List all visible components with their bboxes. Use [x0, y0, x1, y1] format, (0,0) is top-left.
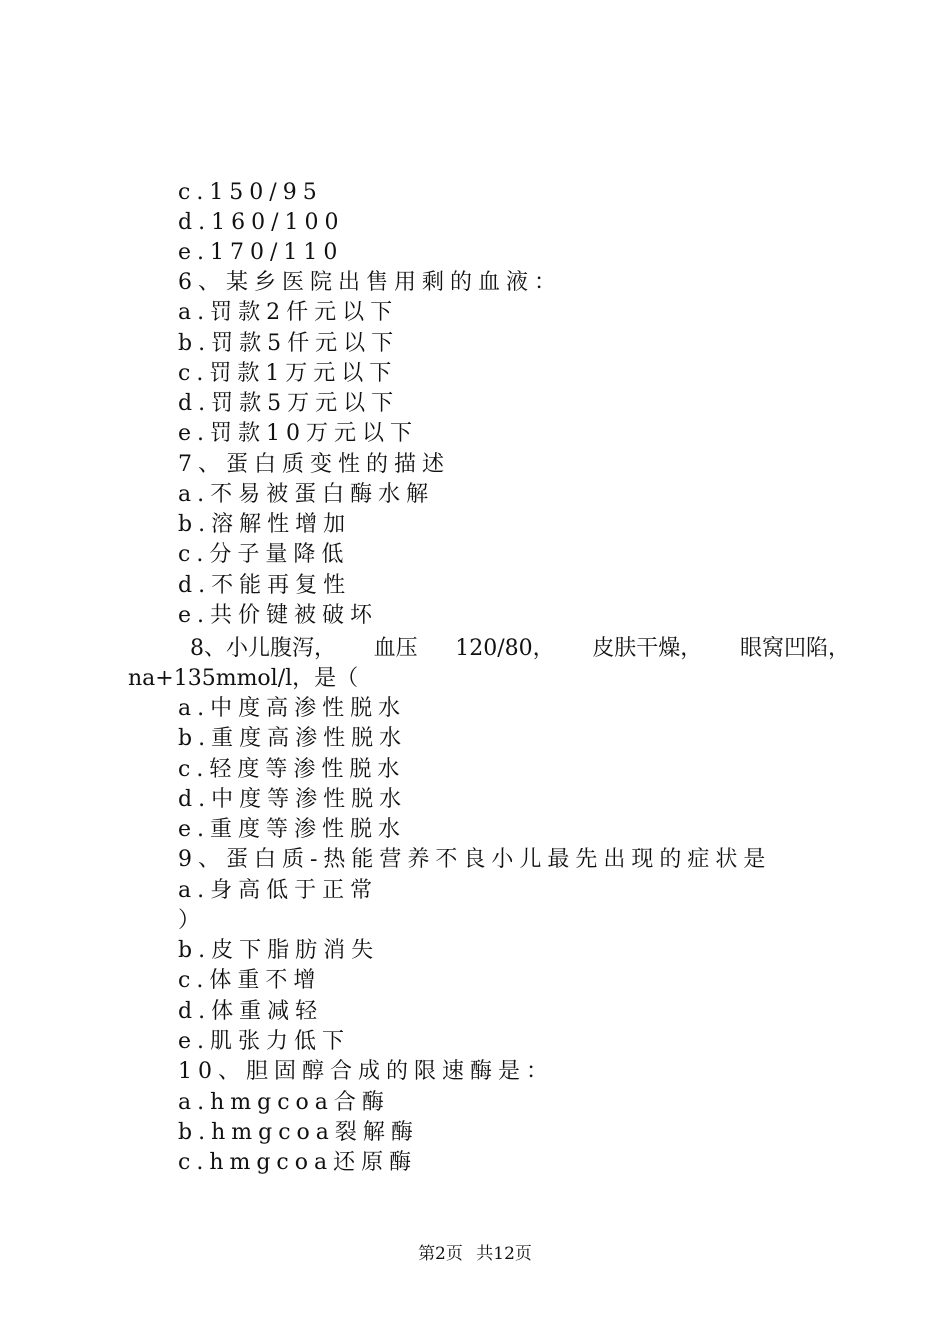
option-line: a.中度高渗性脱水	[178, 696, 407, 721]
page-total: 共12页	[476, 1244, 532, 1264]
option-line: b.皮下脂肪消失	[178, 938, 380, 963]
option-line: c.hmgcoa还原酶	[178, 1150, 418, 1175]
question-line: 9、蛋白质-热能营养不良小儿最先出现的症状是	[178, 847, 772, 872]
option-line: b.重度高渗性脱水	[178, 726, 408, 751]
option-line: b.罚款5仟元以下	[178, 331, 400, 356]
option-line: c.轻度等渗性脱水	[178, 757, 406, 782]
option-line: a.hmgcoa合酶	[178, 1090, 390, 1115]
question-8-line	[190, 634, 850, 664]
option-line: a.不易被蛋白酶水解	[178, 482, 435, 507]
page-footer	[0, 1242, 950, 1266]
option-line: b.溶解性增加	[178, 512, 352, 537]
option-line: d.体重减轻	[178, 999, 324, 1024]
option-line: c.150/95	[178, 180, 323, 205]
question-8-part: 皮肤干燥，	[592, 636, 703, 661]
option-line: b.hmgcoa裂解酶	[178, 1120, 419, 1145]
question-line: 6、某乡医院出售用剩的血液：	[178, 270, 562, 295]
option-line: a.罚款2仟元以下	[178, 300, 399, 325]
option-line: c.体重不增	[178, 968, 322, 993]
question-8-part: 8、小儿腹泻，	[190, 636, 336, 661]
option-line: c.分子量降低	[178, 542, 350, 567]
question-8-part: 眼窝凹陷，	[739, 636, 850, 661]
question-8-part: 血压	[373, 636, 418, 661]
option-line: a.身高低于正常	[178, 878, 379, 903]
option-line: e.170/110	[178, 240, 344, 265]
option-line: d.罚款5万元以下	[178, 391, 400, 416]
question-line: 10、胆固醇合成的限速酶是：	[178, 1059, 554, 1084]
option-line: e.罚款10万元以下	[178, 421, 419, 446]
option-line: d.不能再复性	[178, 573, 352, 598]
page-number: 第2页	[418, 1244, 463, 1264]
option-line: d.160/100	[178, 210, 345, 235]
question-8-part: 120/80，	[455, 636, 555, 661]
option-line: c.罚款1万元以下	[178, 361, 398, 386]
option-line: d.中度等渗性脱水	[178, 787, 408, 812]
question-8-continuation: na+135mmol/l，是（	[128, 666, 359, 691]
question-line: 7、蛋白质变性的描述	[178, 452, 450, 477]
option-line: e.重度等渗性脱水	[178, 817, 407, 842]
option-line: e.共价键被破坏	[178, 603, 379, 628]
option-line: e.肌张力低下	[178, 1029, 351, 1054]
paren-line: ）	[178, 908, 207, 933]
